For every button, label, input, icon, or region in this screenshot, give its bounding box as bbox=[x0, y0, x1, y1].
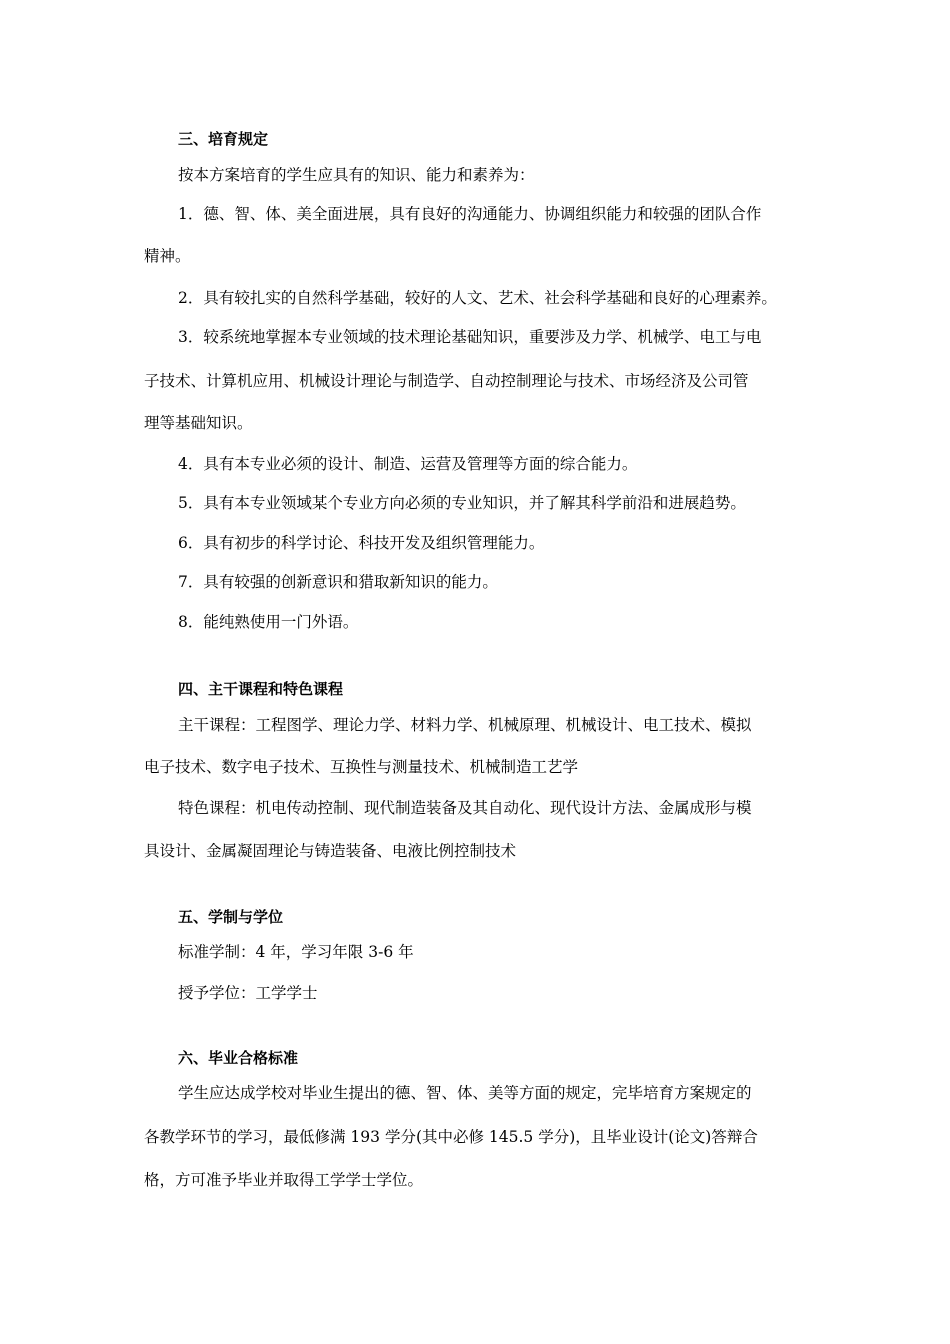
degree-awarded: 授予学位：工学学士 bbox=[178, 984, 318, 1002]
item-6-line-1: 6．具有初步的科学讨论、科技开发及组织管理能力。 bbox=[178, 534, 545, 552]
item-8-line-1: 8．能纯熟使用一门外语。 bbox=[178, 613, 359, 631]
graduation-line-1: 学生应达成学校对毕业生提出的德、智、体、美等方面的规定，完毕培育方案规定的 bbox=[178, 1084, 752, 1102]
item-4-line-1: 4．具有本专业必须的设计、制造、运营及管理等方面的综合能力。 bbox=[178, 455, 638, 473]
main-courses-line-1: 主干课程：工程图学、理论力学、材料力学、机械原理、机械设计、电工技术、模拟 bbox=[178, 716, 752, 734]
item-2-line-1: 2．具有较扎实的自然科学基础，较好的人文、艺术、社会科学基础和良好的心理素养。 bbox=[178, 289, 777, 307]
section-4-heading: 四、主干课程和特色课程 bbox=[178, 680, 344, 698]
item-1-line-1: 1．德、智、体、美全面进展，具有良好的沟通能力、协调组织能力和较强的团队合作 bbox=[178, 205, 762, 223]
item-3-line-3: 理等基础知识。 bbox=[144, 414, 253, 432]
graduation-line-2: 各教学环节的学习，最低修满 193 学分(其中必修 145.5 学分)，且毕业设计(论文)答辩合 bbox=[144, 1128, 758, 1146]
section-6-heading: 六、毕业合格标准 bbox=[178, 1049, 299, 1067]
special-courses-line-1: 特色课程：机电传动控制、现代制造装备及其自动化、现代设计方法、金属成形与模 bbox=[178, 799, 752, 817]
section-5-heading: 五、学制与学位 bbox=[178, 908, 284, 926]
graduation-line-3: 格，方可准予毕业并取得工学学士学位。 bbox=[144, 1171, 424, 1189]
special-courses-line-2: 具设计、金属凝固理论与铸造装备、电液比例控制技术 bbox=[144, 842, 517, 860]
item-3-line-2: 子技术、计算机应用、机械设计理论与制造学、自动控制理论与技术、市场经济及公司管 bbox=[144, 372, 749, 390]
study-duration: 标准学制：4 年，学习年限 3-6 年 bbox=[178, 943, 414, 961]
item-7-line-1: 7．具有较强的创新意识和猎取新知识的能力。 bbox=[178, 573, 498, 591]
item-5-line-1: 5．具有本专业领域某个专业方向必须的专业知识，并了解其科学前沿和进展趋势。 bbox=[178, 494, 746, 512]
section-3-heading: 三、培育规定 bbox=[178, 130, 269, 148]
section-3-intro: 按本方案培育的学生应具有的知识、能力和素养为： bbox=[178, 166, 535, 184]
item-1-line-2: 精神。 bbox=[144, 247, 191, 265]
item-3-line-1: 3．较系统地掌握本专业领域的技术理论基础知识，重要涉及力学、机械学、电工与电 bbox=[178, 328, 762, 346]
main-courses-line-2: 电子技术、数字电子技术、互换性与测量技术、机械制造工艺学 bbox=[144, 758, 579, 776]
